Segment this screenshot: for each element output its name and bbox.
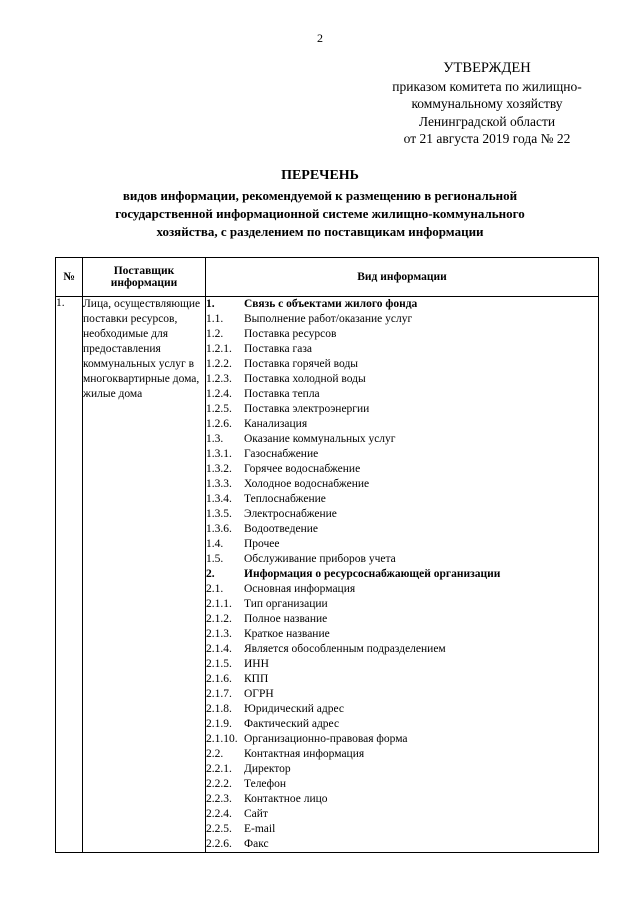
- info-item-label: Канализация: [244, 418, 308, 430]
- info-item: [206, 642, 598, 657]
- info-item-code: 2.1.3.: [206, 628, 232, 640]
- info-item-label: ОГРН: [244, 688, 274, 700]
- info-item: [206, 717, 598, 732]
- info-item-code: 2.1.5.: [206, 658, 232, 670]
- info-item: [206, 567, 598, 582]
- info-item-label: Сайт: [244, 808, 268, 820]
- info-item-label: Поставка тепла: [244, 388, 320, 400]
- info-item: [206, 507, 598, 522]
- info-item: [206, 327, 598, 342]
- info-item-code: 2.1.9.: [206, 718, 232, 730]
- info-item: [206, 447, 598, 462]
- info-item: [206, 342, 598, 357]
- info-item-code: 1.1.: [206, 313, 224, 325]
- info-item-label: Связь с объектами жилого фонда: [244, 298, 418, 310]
- info-item-code: 2.1.7.: [206, 688, 232, 700]
- approval-date: от 21 августа 2019 года № 22: [403, 131, 571, 146]
- info-item-code: 1.3.2.: [206, 463, 232, 475]
- info-item: [206, 492, 598, 507]
- info-item: [206, 462, 598, 477]
- page-number: 2: [317, 31, 323, 45]
- info-item-code: 2.1.10.: [206, 733, 238, 745]
- info-types-table: [55, 257, 599, 853]
- info-item-label: Тип организации: [244, 598, 328, 610]
- info-item-label: E-mail: [244, 823, 276, 835]
- info-item-code: 2.2.4.: [206, 808, 232, 820]
- info-item-label: Обслуживание приборов учета: [244, 553, 396, 565]
- info-item-label: Контактное лицо: [244, 793, 328, 805]
- info-item-label: Газоснабжение: [244, 448, 319, 460]
- info-item-label: Директор: [244, 763, 291, 775]
- header-provider: Поставщик информации: [83, 258, 206, 297]
- info-item-code: 2.2.2.: [206, 778, 232, 790]
- info-item-label: Основная информация: [244, 583, 356, 595]
- info-item-label: Является обособленным подразделением: [244, 643, 446, 655]
- info-item-label: Организационно-правовая форма: [244, 733, 408, 745]
- info-item-label: ИНН: [244, 658, 269, 670]
- document-title: [0, 167, 640, 241]
- info-item-label: Краткое название: [244, 628, 330, 640]
- info-item: [206, 582, 598, 597]
- info-item-label: Полное название: [244, 613, 328, 625]
- info-item-label: Поставка ресурсов: [244, 328, 337, 340]
- info-item-code: 1.5.: [206, 553, 224, 565]
- info-item: [206, 657, 598, 672]
- info-item-code: 1.3.3.: [206, 478, 232, 490]
- header-number: №: [56, 258, 83, 297]
- info-item: [206, 432, 598, 447]
- info-item-code: 2.1.2.: [206, 613, 232, 625]
- info-item-code: 2.1.4.: [206, 643, 232, 655]
- info-item-code: 2.1.: [206, 583, 224, 595]
- info-item: [206, 747, 598, 762]
- info-item-code: 2.: [206, 568, 215, 580]
- info-item-code: 1.2.2.: [206, 358, 232, 370]
- info-item-label: Информация о ресурсоснабжающей организации: [244, 568, 501, 580]
- info-item: [206, 387, 598, 402]
- info-item-code: 1.3.5.: [206, 508, 232, 520]
- info-item-label: Телефон: [244, 778, 287, 790]
- info-item-label: Электроснабжение: [244, 508, 337, 520]
- info-item: [206, 597, 598, 612]
- approval-line: Ленинградской области: [418, 113, 556, 129]
- info-item-code: 1.: [206, 298, 215, 310]
- info-item-code: 1.3.4.: [206, 493, 232, 505]
- info-item: [206, 552, 598, 567]
- info-item: [206, 627, 598, 642]
- info-item: [206, 522, 598, 537]
- info-item-label: Теплоснабжение: [244, 493, 326, 505]
- title-main: ПЕРЕЧЕНЬ: [281, 168, 359, 183]
- info-item: [206, 672, 598, 687]
- info-item-label: КПП: [244, 673, 269, 685]
- info-item-code: 1.3.: [206, 433, 224, 445]
- info-item-code: 1.2.: [206, 328, 224, 340]
- info-item: [206, 702, 598, 717]
- info-item: [206, 312, 598, 327]
- approval-line: приказом комитета по жилищно-: [392, 78, 582, 94]
- info-item-label: Водоотведение: [244, 523, 318, 535]
- info-item-code: 1.3.6.: [206, 523, 232, 535]
- info-item: [206, 357, 598, 372]
- info-item-code: 2.1.6.: [206, 673, 232, 685]
- info-item-label: Юридический адрес: [244, 703, 344, 715]
- info-item-code: 1.3.1.: [206, 448, 232, 460]
- info-item-code: 2.2.6.: [206, 838, 232, 850]
- table-row: [56, 297, 599, 853]
- info-item: [206, 477, 598, 492]
- info-item: [206, 297, 598, 312]
- title-subtitle: видов информации, рекомендуемой к размещению в региональной: [122, 188, 518, 203]
- approval-line: коммунальному хозяйству: [411, 96, 563, 111]
- info-item-label: Поставка холодной воды: [244, 373, 366, 385]
- approval-block: [372, 60, 602, 148]
- provider-cell: Лица, осуществляющие поставки ресурсов, необходимые для предоставления коммунальных услуг в многоквартирные дома, жилые дома: [83, 297, 206, 853]
- info-item-label: Оказание коммунальных услуг: [244, 433, 396, 445]
- info-item: [206, 792, 598, 807]
- info-item: [206, 417, 598, 432]
- info-item-label: Поставка газа: [244, 343, 313, 355]
- info-item: [206, 612, 598, 627]
- info-item-label: Контактная информация: [244, 748, 365, 760]
- info-item-label: Выполнение работ/оказание услуг: [244, 313, 413, 325]
- info-item-code: 1.2.5.: [206, 403, 232, 415]
- info-item-code: 1.2.4.: [206, 388, 232, 400]
- info-item: [206, 537, 598, 552]
- title-subtitle: хозяйства, с разделением по поставщикам информации: [156, 224, 484, 239]
- info-item-code: 2.1.1.: [206, 598, 232, 610]
- info-item-code: 2.2.: [206, 748, 224, 760]
- info-item: [206, 402, 598, 417]
- info-item-code: 2.1.8.: [206, 703, 232, 715]
- info-item-code: 2.2.1.: [206, 763, 232, 775]
- info-item: [206, 822, 598, 837]
- info-item: [206, 762, 598, 777]
- info-item-label: Факс: [244, 838, 269, 850]
- info-item: [206, 372, 598, 387]
- info-item: [206, 807, 598, 822]
- table-header-row: [56, 258, 599, 297]
- info-item: [206, 777, 598, 792]
- info-item-code: 2.2.3.: [206, 793, 232, 805]
- info-item: [206, 687, 598, 702]
- info-item-label: Поставка горячей воды: [244, 358, 359, 370]
- info-item-label: Поставка электроэнергии: [244, 403, 370, 415]
- row-number: 1.: [56, 297, 83, 853]
- info-item-label: Холодное водоснабжение: [244, 478, 370, 490]
- title-subtitle: государственной информационной системе жилищно-коммунального: [115, 206, 525, 221]
- info-item-code: 1.2.3.: [206, 373, 232, 385]
- info-item-label: Горячее водоснабжение: [244, 463, 361, 475]
- info-type-list: [206, 297, 599, 853]
- info-item-label: Фактический адрес: [244, 718, 340, 730]
- info-item-label: Прочее: [244, 538, 280, 550]
- approval-title: УТВЕРЖДЕН: [443, 60, 531, 76]
- info-item: [206, 732, 598, 747]
- info-item: [206, 837, 598, 852]
- header-info-type: Вид информации: [206, 258, 599, 297]
- info-item-code: 2.2.5.: [206, 823, 232, 835]
- info-item-code: 1.4.: [206, 538, 224, 550]
- info-item-code: 1.2.1.: [206, 343, 232, 355]
- info-item-code: 1.2.6.: [206, 418, 232, 430]
